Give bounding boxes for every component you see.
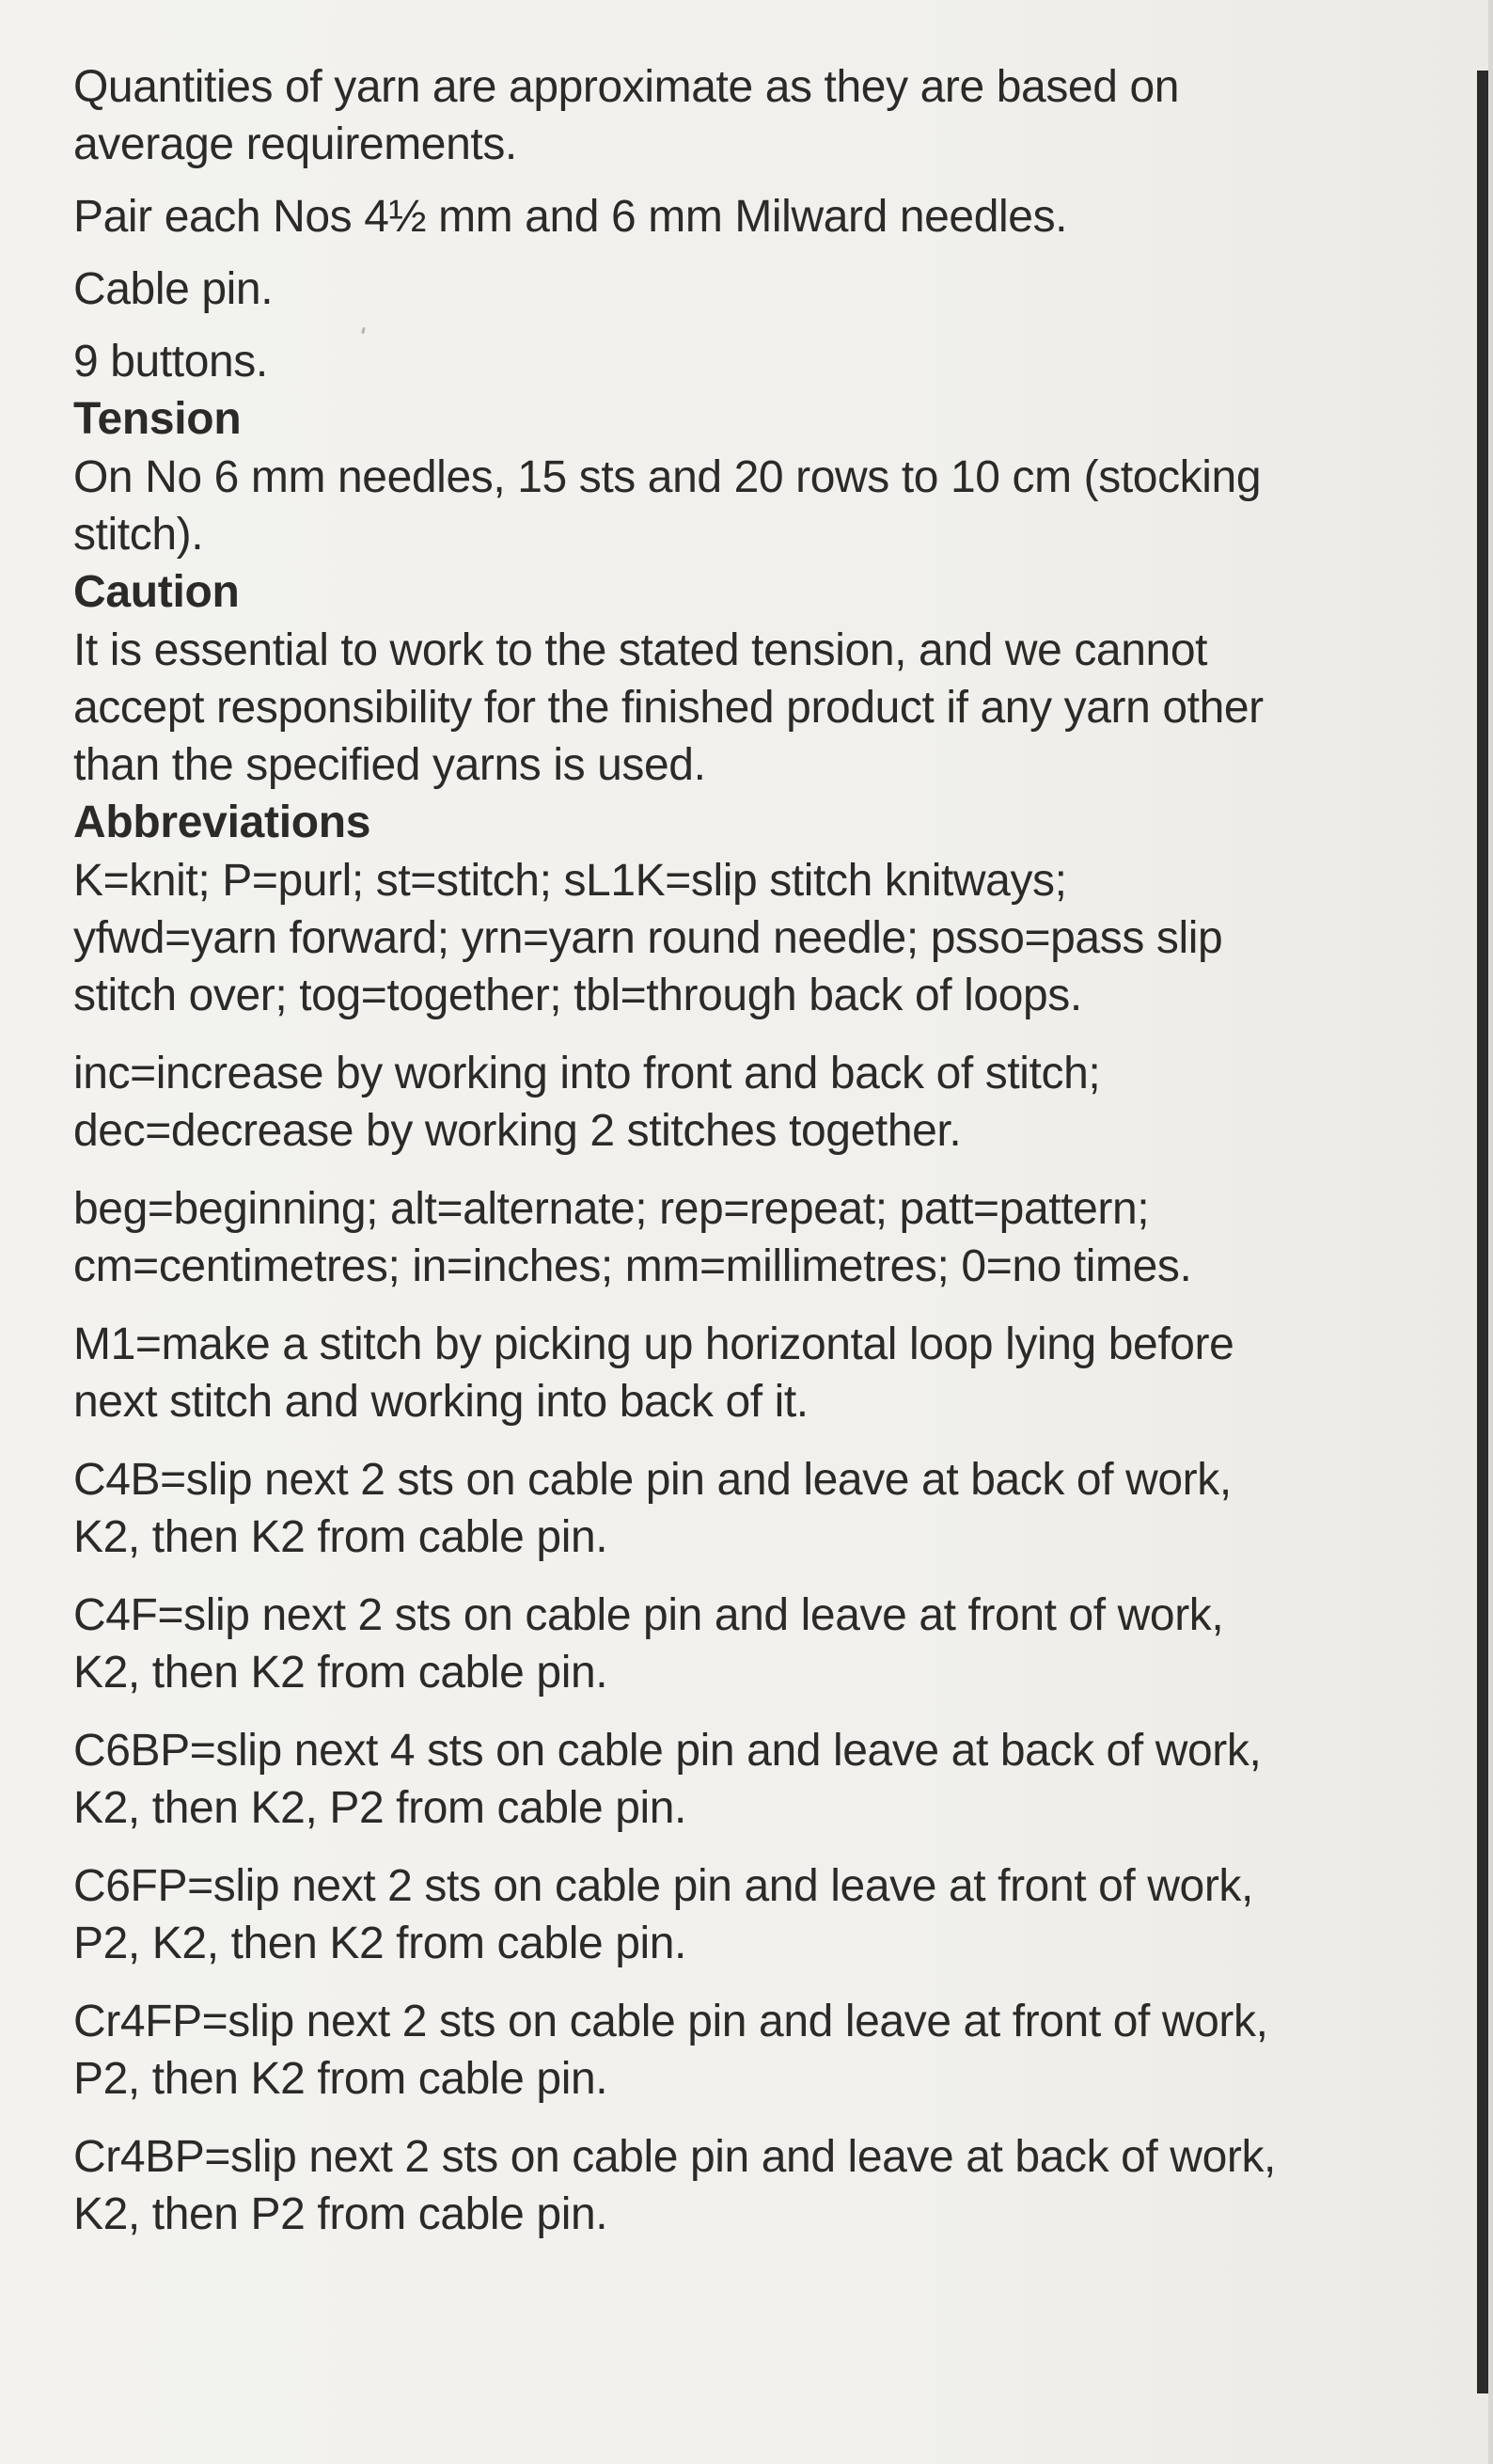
materials-needles: Pair each Nos 4½ mm and 6 mm Milward needles. [73,192,1068,242]
abbreviation-entry: C6BP=slip next 4 sts on cable pin and leave at back of work, K2, then K2, P2 from cable pin. [73,1726,1262,1833]
caution-text: It is essential to work to the stated tension, and we cannot accept responsibility for the finished product if any yarn other than the specified yarns is used. [73,625,1264,790]
materials-buttons: 9 buttons. [73,337,268,387]
abbreviations-heading: Abbreviations [73,798,371,847]
page-edge-shadow [1477,71,1488,2393]
abbreviation-entry: C6FP=slip next 2 sts on cable pin and leave at front of work, P2, K2, then K2 from cable pin. [73,1861,1253,1968]
tension-text: On No 6 mm needles, 15 sts and 20 rows to 10 cm (stocking stitch). [73,452,1262,560]
abbreviation-entry: C4B=slip next 2 sts on cable pin and leave at back of work, K2, then K2 from cable pin. [73,1455,1232,1562]
abbreviation-entry: Cr4BP=slip next 2 sts on cable pin and leave at back of work, K2, then P2 from cable pin. [73,2132,1276,2239]
abbreviation-entry: M1=make a stitch by picking up horizontal loop lying before next stitch and working into back of it. [73,1319,1234,1427]
abbreviation-entry: C4F=slip next 2 sts on cable pin and leave at front of work, K2, then K2 from cable pin. [73,1590,1224,1698]
pattern-text [73,58,1427,2243]
abbreviation-entry: Cr4FP=slip next 2 sts on cable pin and leave at front of work, P2, then K2 from cable pin. [73,1997,1268,2104]
caution-heading: Caution [73,567,240,617]
page-margin-strip [1488,0,1493,2464]
abbreviation-entry: K=knit; P=purl; st=stitch; sL1K=slip stitch knitways; yfwd=yarn forward; yrn=yarn round needle; psso=pass slip stitch over; tog=together; tbl=through back of loops. [73,856,1223,1020]
abbreviation-entry: beg=beginning; alt=alternate; rep=repeat; patt=pattern; cm=centimetres; in=inches; mm=millimetres; 0=no times. [73,1184,1192,1291]
materials-cable-pin: Cable pin. [73,264,274,314]
tension-heading: Tension [73,394,242,444]
abbreviation-entry: inc=increase by working into front and back of stitch; dec=decrease by working 2 stitches together. [73,1049,1101,1156]
materials-quantities: Quantities of yarn are approximate as they are based on average requirements. [73,62,1180,169]
